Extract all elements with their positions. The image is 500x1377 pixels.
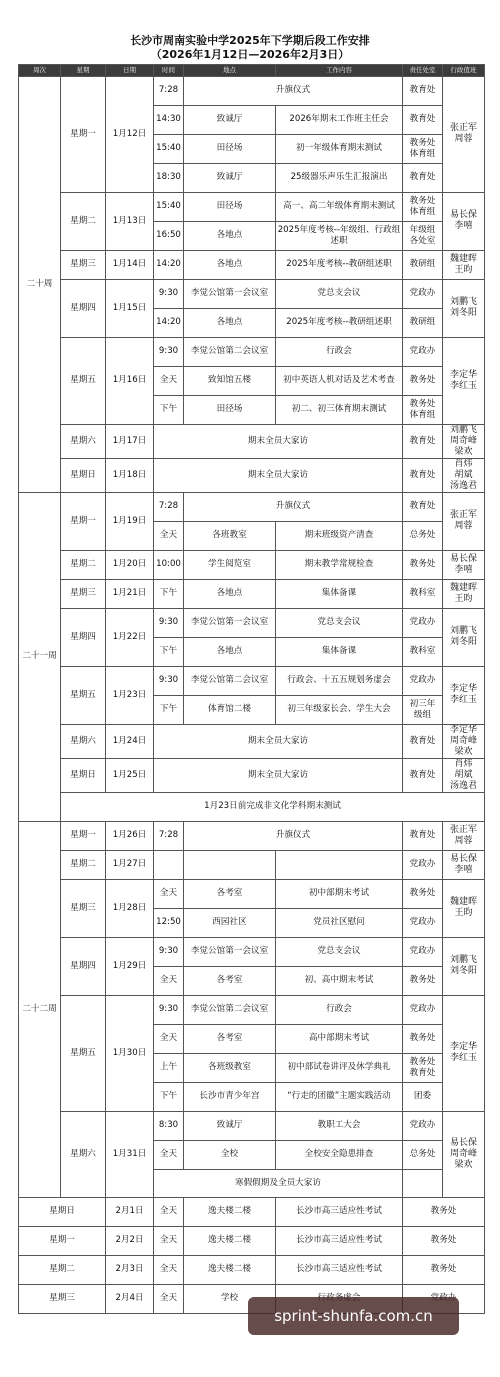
duty-cell: 李定华 李红玉 xyxy=(443,666,485,724)
place-cell: 各地点 xyxy=(184,221,276,250)
place-cell: 各地点 xyxy=(184,637,276,666)
weekday-cell: 星期一 xyxy=(61,492,106,550)
weekday-cell: 星期日 xyxy=(19,1197,106,1226)
time-cell: 上午 xyxy=(154,1053,184,1082)
date-cell: 1月25日 xyxy=(106,758,154,792)
content-cell: 高中部期末考试 xyxy=(276,1024,403,1053)
header-cell: 责任处室 xyxy=(403,65,443,77)
place-cell: 体育馆二楼 xyxy=(184,695,276,724)
place-cell: 致诚厅 xyxy=(184,1111,276,1140)
date-cell: 1月27日 xyxy=(106,850,154,879)
table-row xyxy=(19,579,485,608)
weekday-cell: 星期二 xyxy=(19,1255,106,1284)
place-cell: 长沙市青少年宫 xyxy=(184,1082,276,1111)
content-cell: 2025年度考核--教研组述职 xyxy=(276,308,403,337)
date-cell: 1月28日 xyxy=(106,879,154,937)
dept-cell: 党政办 xyxy=(403,279,443,308)
place-cell: 田径场 xyxy=(184,134,276,163)
date-cell: 1月29日 xyxy=(106,937,154,995)
duty-cell: 易长保 李嘻 xyxy=(443,192,485,250)
table-row xyxy=(19,937,485,966)
content-cell: 党总支会议 xyxy=(276,279,403,308)
header-cell: 行政值班 xyxy=(443,65,485,77)
table-row xyxy=(19,1111,485,1140)
place-cell: 李觉公馆第一会议室 xyxy=(184,279,276,308)
time-cell: 7:28 xyxy=(154,821,184,850)
date-cell: 1月18日 xyxy=(106,458,154,492)
table-row xyxy=(19,666,485,695)
weekday-cell: 星期五 xyxy=(61,666,106,724)
table-row xyxy=(19,608,485,637)
table-row xyxy=(19,76,485,105)
time-cell: 9:30 xyxy=(154,337,184,366)
weekday-cell: 星期一 xyxy=(61,76,106,192)
date-cell: 1月17日 xyxy=(106,424,154,458)
table-row xyxy=(19,192,485,221)
content-cell: 长沙市高三适应性考试 xyxy=(276,1197,403,1226)
place-cell: 李觉公馆第二会议室 xyxy=(184,337,276,366)
duty-cell: 张正军 周蓉 xyxy=(443,76,485,192)
time-cell: 全天 xyxy=(154,1024,184,1053)
dept-cell: 党政办 xyxy=(403,608,443,637)
content-cell: 寒假假期及全员大家访 xyxy=(154,1169,403,1197)
dept-cell: 团委 xyxy=(403,1082,443,1111)
place-cell: 各地点 xyxy=(184,250,276,279)
dept-cell: 党政办 xyxy=(403,995,443,1024)
content-cell: 党总支会议 xyxy=(276,608,403,637)
time-cell: 下午 xyxy=(154,637,184,666)
content-cell: 初中部期末考试 xyxy=(276,879,403,908)
date-cell: 1月19日 xyxy=(106,492,154,550)
content-cell: 升旗仪式 xyxy=(184,76,403,105)
weekday-cell: 星期日 xyxy=(61,758,106,792)
time-cell: 10:00 xyxy=(154,550,184,579)
header-cell: 时间 xyxy=(154,65,184,77)
place-cell: 致诚厅 xyxy=(184,163,276,192)
place-cell: 各考室 xyxy=(184,1024,276,1053)
duty-cell: 易长保 李嘻 xyxy=(443,850,485,879)
time-cell: 全天 xyxy=(154,521,184,550)
weekday-cell: 星期三 xyxy=(61,879,106,937)
content-cell: 行政会 xyxy=(276,995,403,1024)
content-cell: 行政会 xyxy=(276,337,403,366)
dept-cell: 教务处 xyxy=(403,366,443,395)
time-cell: 18:30 xyxy=(154,163,184,192)
date-cell: 1月12日 xyxy=(106,76,154,192)
content-cell: 集体备课 xyxy=(276,637,403,666)
table-row xyxy=(19,424,485,458)
week-label: 二十二周 xyxy=(19,821,61,1197)
table-row xyxy=(19,850,485,879)
table-row xyxy=(19,550,485,579)
place-cell: 学生阅览室 xyxy=(184,550,276,579)
duty-cell: 易长保 李嘻 xyxy=(443,550,485,579)
weekday-cell: 星期日 xyxy=(61,458,106,492)
duty-cell: 张正军 周蓉 xyxy=(443,821,485,850)
weekday-cell: 星期二 xyxy=(61,192,106,250)
time-cell: 9:30 xyxy=(154,995,184,1024)
time-cell: 全天 xyxy=(154,879,184,908)
header-cell: 工作内容 xyxy=(276,65,403,77)
duty-cell: 刘鹏飞 刘冬阳 xyxy=(443,279,485,337)
duty-cell: 魏建晖 王昀 xyxy=(443,879,485,937)
date-cell: 2月2日 xyxy=(106,1226,154,1255)
time-cell: 15:40 xyxy=(154,192,184,221)
header-cell: 周次 xyxy=(19,65,61,77)
time-cell: 9:30 xyxy=(154,608,184,637)
time-cell: 7:28 xyxy=(154,492,184,521)
time-cell: 9:30 xyxy=(154,937,184,966)
place-cell: 逸夫楼二楼 xyxy=(184,1197,276,1226)
table-row xyxy=(19,250,485,279)
weekday-cell: 星期四 xyxy=(61,608,106,666)
weekday-cell: 星期四 xyxy=(61,937,106,995)
content-cell: 长沙市高三适应性考试 xyxy=(276,1226,403,1255)
table-row xyxy=(19,337,485,366)
dept-cell: 教育处 xyxy=(403,424,443,458)
content-cell: 长沙市高三适应性考试 xyxy=(276,1255,403,1284)
content-cell: 期末全员大家访 xyxy=(154,758,403,792)
place-cell: 李觉公馆第二会议室 xyxy=(184,666,276,695)
content-cell: 初、高中期末考试 xyxy=(276,966,403,995)
place-cell: 各地点 xyxy=(184,579,276,608)
content-cell: 期末全员大家访 xyxy=(154,424,403,458)
table-row xyxy=(19,458,485,492)
dept-cell: 教育处 xyxy=(403,76,443,105)
weekday-cell: 星期六 xyxy=(61,1111,106,1197)
document-subtitle: （2026年1月12日—2026年2月3日） xyxy=(150,48,350,61)
place-cell: 全校 xyxy=(184,1140,276,1169)
time-cell: 全天 xyxy=(154,1140,184,1169)
dept-cell: 教育处 xyxy=(403,492,443,521)
place-cell: 各班教室 xyxy=(184,521,276,550)
dept-cell: 党政办 xyxy=(403,666,443,695)
content-cell: 25级器乐声乐生汇报演出 xyxy=(276,163,403,192)
time-cell: 全天 xyxy=(154,1255,184,1284)
duty-cell: 刘鹏飞 刘冬阳 xyxy=(443,608,485,666)
place-cell: 李觉公馆第一会议室 xyxy=(184,608,276,637)
weekday-cell: 星期二 xyxy=(61,850,106,879)
weekday-cell: 星期三 xyxy=(61,250,106,279)
dept-cell: 教务处 xyxy=(403,1024,443,1053)
week-label: 二十周 xyxy=(19,76,61,492)
duty-cell: 李定华 李红玉 xyxy=(443,995,485,1111)
time-cell xyxy=(154,850,184,879)
content-cell: 集体备课 xyxy=(276,579,403,608)
time-cell: 全天 xyxy=(154,366,184,395)
time-cell: 16:50 xyxy=(154,221,184,250)
time-cell: 下午 xyxy=(154,579,184,608)
date-cell: 1月30日 xyxy=(106,995,154,1111)
time-cell: 全天 xyxy=(154,966,184,995)
dept-cell: 教务处 xyxy=(403,1255,485,1284)
time-cell: 下午 xyxy=(154,395,184,424)
dept-cell: 党政办 xyxy=(403,937,443,966)
content-cell: 教职工大会 xyxy=(276,1111,403,1140)
time-cell: 全天 xyxy=(154,1284,184,1313)
dept-cell: 初三年 级组 xyxy=(403,695,443,724)
week-note: 1月23日前完成非文化学科期末测试 xyxy=(61,792,485,821)
table-row xyxy=(19,1197,485,1226)
date-cell: 1月20日 xyxy=(106,550,154,579)
dept-cell: 教科室 xyxy=(403,579,443,608)
place-cell: 李觉公馆第一会议室 xyxy=(184,937,276,966)
weekday-cell: 星期一 xyxy=(61,821,106,850)
content-cell: 党员社区慰问 xyxy=(276,908,403,937)
dept-cell: 教育处 xyxy=(403,724,443,758)
content-cell: 升旗仪式 xyxy=(184,492,403,521)
dept-cell: 教务处 体育组 xyxy=(403,134,443,163)
dept-cell: 总务处 xyxy=(403,1140,443,1169)
dept-cell: 教务处 xyxy=(403,879,443,908)
time-cell: 15:40 xyxy=(154,134,184,163)
place-cell xyxy=(184,850,276,879)
content-cell: “行走的团徽”主题实践活动 xyxy=(276,1082,403,1111)
content-cell: 高一、高二年级体育期末测试 xyxy=(276,192,403,221)
duty-cell: 肖炜 胡斌 汤逸君 xyxy=(443,758,485,792)
date-cell: 1月26日 xyxy=(106,821,154,850)
header-cell: 日期 xyxy=(106,65,154,77)
place-cell: 田径场 xyxy=(184,192,276,221)
table-row xyxy=(19,1255,485,1284)
dept-cell: 党政办 xyxy=(403,850,443,879)
time-cell: 12:50 xyxy=(154,908,184,937)
content-cell: 初二、初三体育期末测试 xyxy=(276,395,403,424)
dept-cell: 教研组 xyxy=(403,308,443,337)
content-cell: 2025年度考核--教研组述职 xyxy=(276,250,403,279)
date-cell: 1月16日 xyxy=(106,337,154,424)
date-cell: 1月14日 xyxy=(106,250,154,279)
schedule-table xyxy=(18,64,485,1314)
watermark: sprint-shunfa.com.cn xyxy=(248,1297,459,1335)
date-cell: 1月13日 xyxy=(106,192,154,250)
time-cell: 全天 xyxy=(154,1197,184,1226)
content-cell: 期末班级资产清查 xyxy=(276,521,403,550)
place-cell: 致知馆五楼 xyxy=(184,366,276,395)
table-row xyxy=(19,492,485,521)
dept-cell xyxy=(403,1169,443,1197)
table-row xyxy=(19,758,485,792)
date-cell: 2月1日 xyxy=(106,1197,154,1226)
duty-cell: 李定华 周奇峰 梁欢 xyxy=(443,724,485,758)
dept-cell: 教科室 xyxy=(403,637,443,666)
time-cell: 全天 xyxy=(154,1226,184,1255)
content-cell: 期末全员大家访 xyxy=(154,724,403,758)
dept-cell: 党政办 xyxy=(403,908,443,937)
dept-cell: 教务处 xyxy=(403,550,443,579)
content-cell xyxy=(276,850,403,879)
duty-cell: 易长保 周奇峰 梁欢 xyxy=(443,1111,485,1197)
duty-cell: 李定华 李红玉 xyxy=(443,337,485,424)
table-row xyxy=(19,995,485,1024)
place-cell: 田径场 xyxy=(184,395,276,424)
date-cell: 1月23日 xyxy=(106,666,154,724)
date-cell: 1月24日 xyxy=(106,724,154,758)
dept-cell: 教育处 xyxy=(403,105,443,134)
date-cell: 2月3日 xyxy=(106,1255,154,1284)
content-cell: 初中英语人机对话及艺术考查 xyxy=(276,366,403,395)
dept-cell: 教务处 xyxy=(403,1226,485,1255)
weekday-cell: 星期五 xyxy=(61,995,106,1111)
duty-cell: 张正军 周蓉 xyxy=(443,492,485,550)
content-cell: 全校安全隐患排查 xyxy=(276,1140,403,1169)
dept-cell: 党政办 xyxy=(403,1111,443,1140)
weekday-cell: 星期三 xyxy=(19,1284,106,1313)
place-cell: 致诚厅 xyxy=(184,105,276,134)
date-cell: 1月21日 xyxy=(106,579,154,608)
time-cell: 7:28 xyxy=(154,76,184,105)
content-cell: 期末教学常规检查 xyxy=(276,550,403,579)
duty-cell: 魏建晖 王昀 xyxy=(443,579,485,608)
document-title: 长沙市周南实验中学2025年下学期后段工作安排 xyxy=(130,34,370,47)
time-cell: 8:30 xyxy=(154,1111,184,1140)
date-cell: 1月15日 xyxy=(106,279,154,337)
duty-cell: 刘鹏飞 周奇峰 梁欢 xyxy=(443,424,485,458)
dept-cell: 教育处 xyxy=(403,458,443,492)
place-cell: 逸夫楼二楼 xyxy=(184,1226,276,1255)
time-cell: 下午 xyxy=(154,1082,184,1111)
weekday-cell: 星期六 xyxy=(61,424,106,458)
header-cell: 地点 xyxy=(184,65,276,77)
content-cell: 升旗仪式 xyxy=(184,821,403,850)
content-cell: 2026年期末工作班主任会 xyxy=(276,105,403,134)
place-cell: 各地点 xyxy=(184,308,276,337)
dept-cell: 党政办 xyxy=(403,337,443,366)
week-label: 二十一周 xyxy=(19,492,61,821)
place-cell: 逸夫楼二楼 xyxy=(184,1255,276,1284)
weekday-cell: 星期五 xyxy=(61,337,106,424)
table-row xyxy=(19,724,485,758)
time-cell: 14:20 xyxy=(154,250,184,279)
dept-cell: 教育处 xyxy=(403,163,443,192)
dept-cell: 总务处 xyxy=(403,521,443,550)
dept-cell: 教务处 教育处 xyxy=(403,1053,443,1082)
time-cell: 下午 xyxy=(154,695,184,724)
date-cell: 1月22日 xyxy=(106,608,154,666)
place-cell: 各班级教室 xyxy=(184,1053,276,1082)
content-cell: 党总支会议 xyxy=(276,937,403,966)
table-row xyxy=(19,821,485,850)
content-cell: 初三年级家长会、学生大会 xyxy=(276,695,403,724)
content-cell: 2025年度考核--年级组、行政组述职 xyxy=(276,221,403,250)
dept-cell: 教务处 体育组 xyxy=(403,192,443,221)
time-cell: 14:30 xyxy=(154,105,184,134)
table-row xyxy=(19,879,485,908)
place-cell: 学校 xyxy=(184,1284,276,1313)
weekday-cell: 星期二 xyxy=(61,550,106,579)
place-cell: 西园社区 xyxy=(184,908,276,937)
dept-cell: 教务处 xyxy=(403,1197,485,1226)
weekday-cell: 星期六 xyxy=(61,724,106,758)
content-cell: 期末全员大家访 xyxy=(154,458,403,492)
time-cell: 9:30 xyxy=(154,279,184,308)
table-row xyxy=(19,279,485,308)
duty-cell: 魏建晖 王昀 xyxy=(443,250,485,279)
time-cell: 9:30 xyxy=(154,666,184,695)
table-header xyxy=(19,65,485,77)
weekday-cell: 星期三 xyxy=(61,579,106,608)
content-cell: 初中部试卷讲评及休学典礼 xyxy=(276,1053,403,1082)
place-cell: 李觉公馆第二会议室 xyxy=(184,995,276,1024)
dept-cell: 教务处 体育组 xyxy=(403,395,443,424)
date-cell: 2月4日 xyxy=(106,1284,154,1313)
place-cell: 各考室 xyxy=(184,966,276,995)
dept-cell: 年级组 各处室 xyxy=(403,221,443,250)
dept-cell: 教务处 xyxy=(403,966,443,995)
place-cell: 各考室 xyxy=(184,879,276,908)
duty-cell: 刘鹏飞 刘冬阳 xyxy=(443,937,485,995)
dept-cell: 教育处 xyxy=(403,758,443,792)
date-cell: 1月31日 xyxy=(106,1111,154,1197)
table-row xyxy=(19,1226,485,1255)
dept-cell: 教研组 xyxy=(403,250,443,279)
weekday-cell: 星期一 xyxy=(19,1226,106,1255)
content-cell: 初一年级体育期末测试 xyxy=(276,134,403,163)
header-cell: 星期 xyxy=(61,65,106,77)
week-note-row xyxy=(19,792,485,821)
duty-cell: 肖炜 胡斌 汤逸君 xyxy=(443,458,485,492)
content-cell: 行政会、十五五规划务虚会 xyxy=(276,666,403,695)
dept-cell: 教育处 xyxy=(403,821,443,850)
time-cell: 14:20 xyxy=(154,308,184,337)
weekday-cell: 星期四 xyxy=(61,279,106,337)
